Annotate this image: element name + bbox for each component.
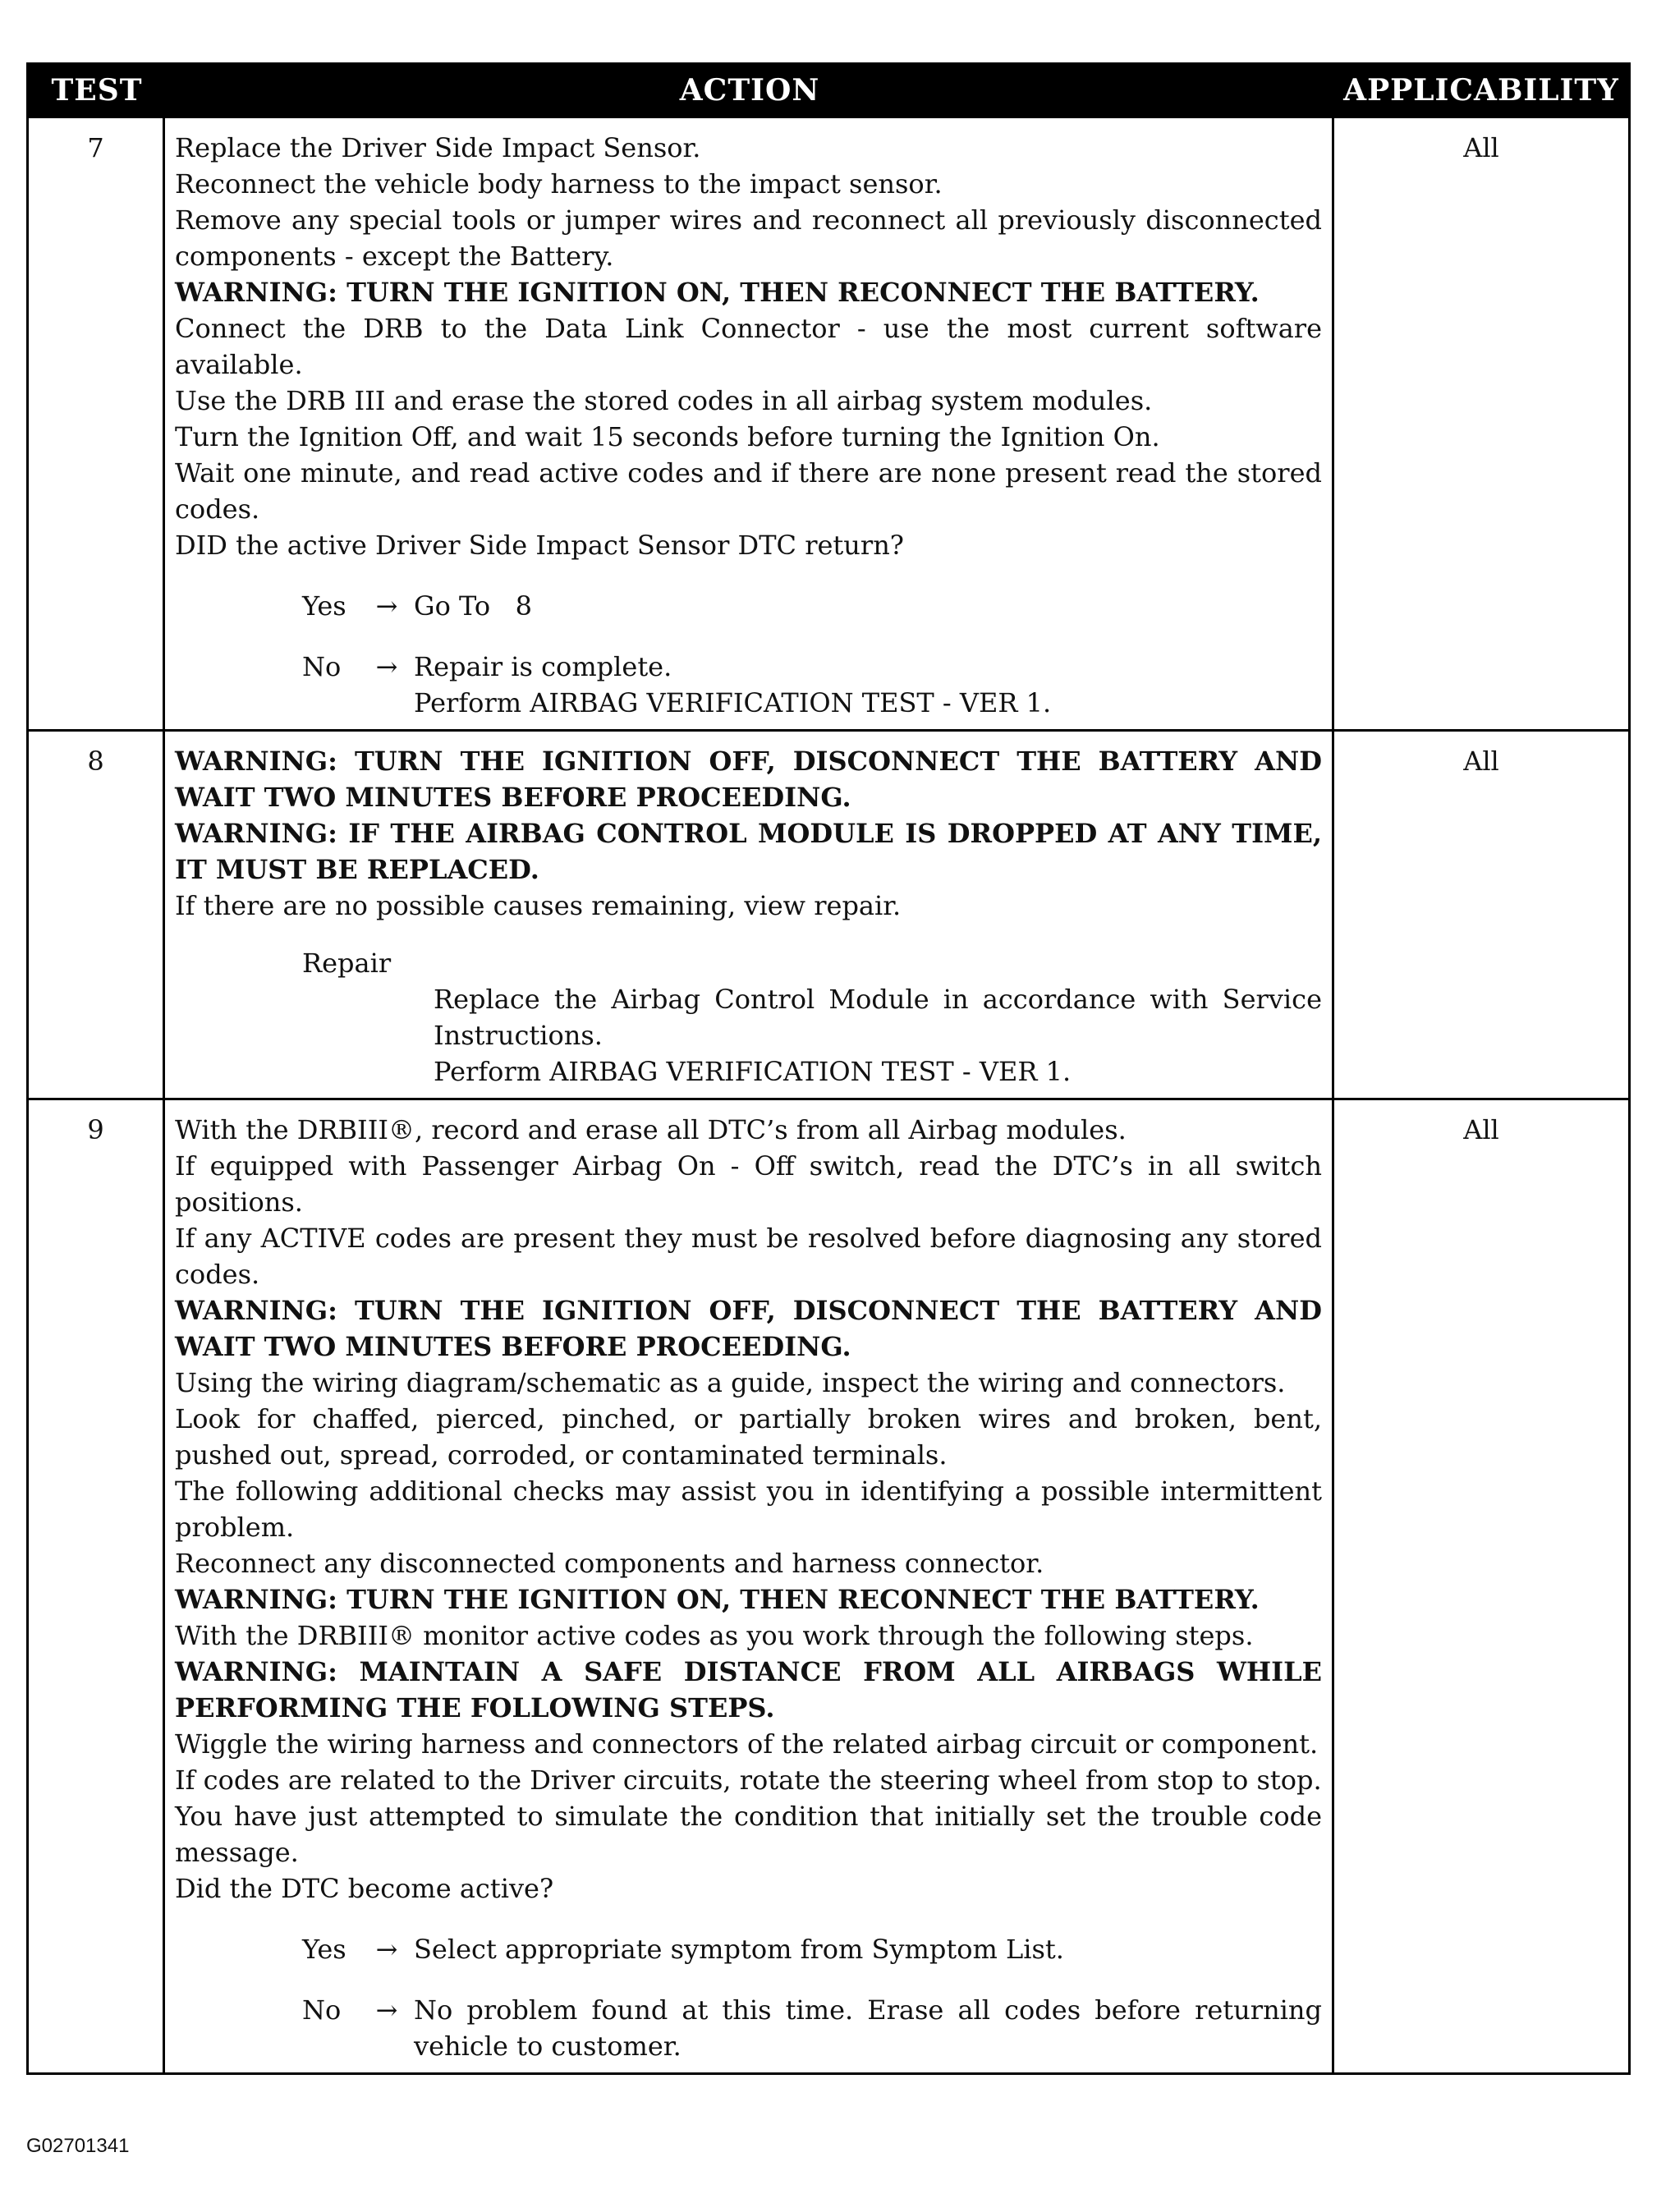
action-line: The following additional checks may assist you in identifying a possible intermittent problem. [175,1475,1322,1543]
action-cell [165,118,1334,729]
warning-line: WARNING: IF THE AIRBAG CONTROL MODULE IS DROPPED AT ANY TIME, IT MUST BE REPLACED. [175,818,1322,885]
table-row-test-8 [29,729,1628,1098]
action-line: Connect the DRB to the Data Link Connector - use the most current software available. [175,313,1322,380]
action-line: You have just attempted to simulate the condition that initially set the trouble code message. [175,1801,1322,1868]
arrow-icon: → [375,1994,398,2026]
header-applicability: APPLICABILITY [1343,73,1619,108]
applicability-cell: All [1463,132,1499,163]
figure-code: G02701341 [26,2135,130,2157]
action-question: Did the DTC become active? [175,1873,554,1904]
test-number: 9 [29,1100,165,2072]
repair-text: Replace the Airbag Control Module in accordance with Service Instructions. [434,984,1322,1051]
table-row-test-9 [29,1098,1628,2072]
warning-line: WARNING: TURN THE IGNITION OFF, DISCONNECT THE BATTERY AND WAIT TWO MINUTES BEFORE PROCEEDING. [175,746,1322,813]
no-text-block [414,649,1322,721]
warning-line: WARNING: TURN THE IGNITION OFF, DISCONNECT THE BATTERY AND WAIT TWO MINUTES BEFORE PROCEEDING. [175,1295,1322,1362]
no-text-line: Repair is complete. [414,651,672,682]
test-number: 7 [29,118,165,729]
arrow-icon: → [375,590,398,622]
yes-choice [302,1931,1322,1967]
arrow-icon: → [375,651,398,682]
action-question: DID the active Driver Side Impact Sensor DTC return? [175,530,904,561]
action-line: Remove any special tools or jumper wires and reconnect all previously disconnected components - except the Battery. [175,204,1322,272]
action-line: With the DRBIII®, record and erase all DTC’s from all Airbag modules. [175,1114,1127,1145]
action-line: Reconnect the vehicle body harness to the impact sensor. [175,168,943,200]
header-test: TEST [51,73,143,108]
yes-text: Go To 8 [414,590,532,622]
yes-choice [302,588,1322,624]
warning-line: WARNING: TURN THE IGNITION ON, THEN RECONNECT THE BATTERY. [175,277,1260,308]
action-line: Wiggle the wiring harness and connectors of the related airbag circuit or component. [175,1728,1319,1760]
repair-label: Repair [302,948,392,979]
diagnostic-table [26,62,1631,2075]
warning-line: WARNING: MAINTAIN A SAFE DISTANCE FROM ALL AIRBAGS WHILE PERFORMING THE FOLLOWING STEPS. [175,1656,1322,1723]
table-row-test-7 [29,116,1628,729]
action-line: With the DRBIII® monitor active codes as you work through the following steps. [175,1620,1254,1651]
no-text: No problem found at this time. Erase all codes before returning vehicle to customer. [414,1994,1322,2062]
test-number: 8 [29,732,165,1098]
action-line: If any ACTIVE codes are present they must be resolved before diagnosing any stored codes. [175,1223,1322,1290]
no-label: No [302,651,342,682]
action-line: Look for chaffed, pierced, pinched, or partially broken wires and broken, bent, pushed out, spread, corroded, or contaminated terminals. [175,1403,1322,1471]
action-line: If equipped with Passenger Airbag On - Off switch, read the DTC’s in all switch positions. [175,1150,1322,1218]
action-line: If codes are related to the Driver circuits, rotate the steering wheel from stop to stop. [175,1765,1322,1796]
action-line: Turn the Ignition Off, and wait 15 seconds before turning the Ignition On. [175,421,1160,452]
no-label: No [302,1994,342,2026]
applicability-cell: All [1463,746,1499,777]
action-line: If there are no possible causes remaining, view repair. [175,890,902,921]
arrow-icon: → [375,1934,398,1965]
repair-text: Perform AIRBAG VERIFICATION TEST - VER 1. [434,1056,1072,1087]
no-choice [302,649,1322,721]
action-cell [165,1100,1334,2072]
action-line: Reconnect any disconnected components and harness connector. [175,1548,1044,1579]
applicability-cell: All [1463,1114,1499,1145]
action-cell [165,732,1334,1098]
no-text-line: Perform AIRBAG VERIFICATION TEST - VER 1. [414,687,1052,718]
yes-label: Yes [302,590,346,622]
action-line: Wait one minute, and read active codes and if there are none present read the stored codes. [175,457,1322,525]
yes-label: Yes [302,1934,346,1965]
no-choice [302,1992,1322,2064]
action-line: Replace the Driver Side Impact Sensor. [175,132,701,163]
header-action: ACTION [679,73,820,108]
table-header [29,65,1628,116]
action-line: Using the wiring diagram/schematic as a guide, inspect the wiring and connectors. [175,1367,1286,1398]
warning-line: WARNING: TURN THE IGNITION ON, THEN RECONNECT THE BATTERY. [175,1584,1260,1615]
action-line: Use the DRB III and erase the stored codes in all airbag system modules. [175,385,1153,416]
yes-text: Select appropriate symptom from Symptom List. [414,1934,1064,1965]
